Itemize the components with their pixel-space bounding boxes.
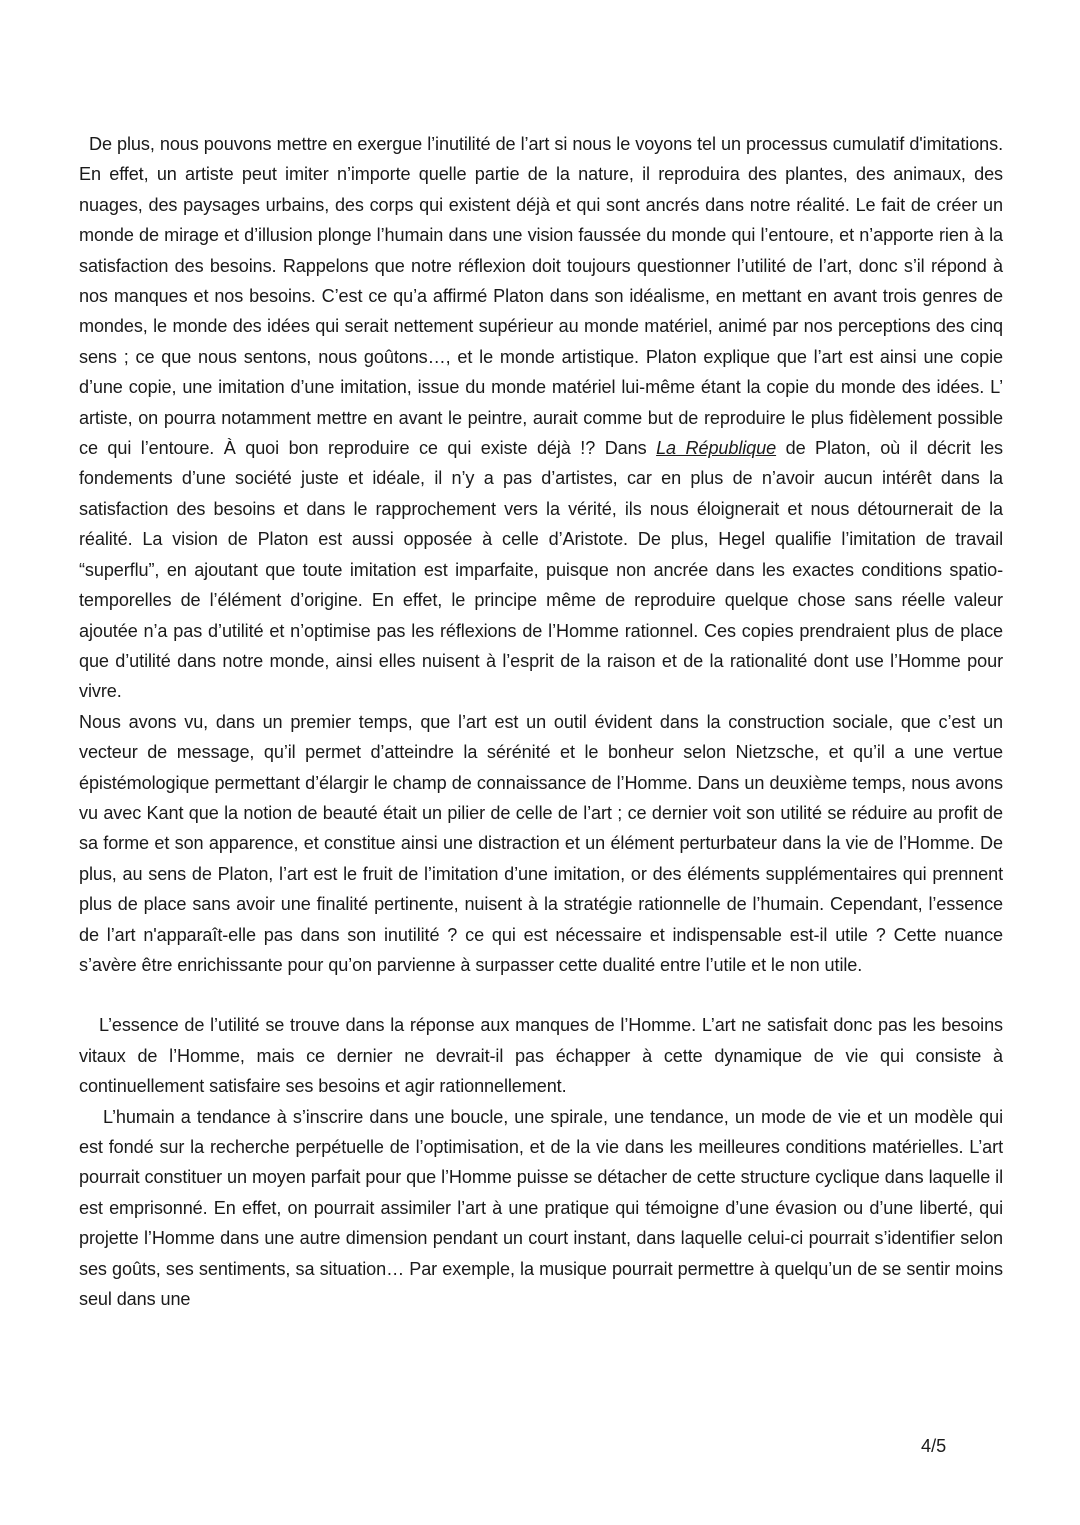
book-title-la-republique: La République xyxy=(656,438,777,459)
paragraph-human-cycle: L’humain a tendance à s’inscrire dans une boucle, une spirale, une tendance, un mode de vie et un modèle qui est fondé sur la recherche perpétuelle de l’optimisation, et de la vie dans les meilleures conditions matérielles. L’art pourrait constituer un moyen parfait pour que l’Homme puisse se détacher de cette structure cyclique dans laquelle il est emprisonné. En effet, on pourrait assimiler l’art à une pratique qui témoigne d’une évasion ou d’une liberté, qui projette l’Homme dans une autre dimension pendant un court instant, dans laquelle celui-ci pourrait s’identifier selon ses goûts, ses sentiments, sa situation… Par exemple, la musique pourrait permettre à quelqu’un de se sentir moins seul dans une xyxy=(79,1106,1003,1310)
paragraph-imitation-text-end: de Platon, où il décrit les fondements d’une société juste et idéale, il n’y a pas d’artistes, car en plus de n’avoir aucun intérêt dans la satisfaction des besoins et dans le rapprochement vers la vérité, ils nous éloignerait et nous détournerait de la réalité. La vision de Platon est aussi opposée à celle d’Aristote. De plus, Hegel qualifie l’imitation de travail “superflu”, en ajoutant que toute imitation est imparfaite, puisque non ancrée dans les exactes conditions spatio-temporelles de l’élément d’origine. En effet, le principe même de reproduire quelque chose sans réelle valeur ajoutée n’a pas d’utilité et n’optimise pas les réflexions de l’Homme rationnel. Ces copies prendraient plus de place que d’utilité dans notre monde, ainsi elles nuisent à l’esprit de la raison et de la rationalité dont use l’Homme pour vivre. xyxy=(79,438,1004,702)
paragraph-imitation-text-start: De plus, nous pouvons mettre en exergue l’inutilité de l’art si nous le voyons tel un processus cumulatif d'imitations. En effet, un artiste peut imiter n’importe quelle partie de la nature, il reproduira des plantes, des animaux, des nuages, des paysages urbains, des corps qui existent déjà et qui sont ancrés dans notre réalité. Le fait de créer un monde de mirage et d’illusion plonge l’humain dans une vision faussée du monde qui l’entoure, et n’apporte rien à la satisfaction des besoins. Rappelons que notre réflexion doit toujours questionner l’utilité de l’art, donc s’il répond à nos manques et nos besoins. C’est ce qu’a affirmé Platon dans son idéalisme, en mettant en avant trois genres de mondes, le monde des idées qui serait nettement supérieur au monde matériel, animé par nos perceptions des cinq sens ; ce que nous sentons, nous goûtons…, et le monde artistique. Platon explique que l’art est ainsi une copie d’une copie, une imitation d’une imitation, issue du monde matériel lui-même étant la copie du monde des idées. L’ artiste, on pourra notamment mettre en avant le peintre, aurait comme but de reproduire le plus fidèlement possible ce qui l’entoure. À quoi bon reproduire ce qui existe déjà !? Dans xyxy=(79,134,1003,459)
paragraph-transition-summary: Nous avons vu, dans un premier temps, que l’art est un outil évident dans la construction sociale, que c’est un vecteur de message, qu’il permet d’atteindre la sérénité et le bonheur selon Nietzsche, et qu’il a une vertue épistémologique permettant d’élargir le champ de connaissance de l’Homme. Dans un deuxième temps, nous avons vu avec Kant que la notion de beauté était un pilier de celle de l’art ; ce dernier voit son utilité se réduire au profit de sa forme et son apparence, et constitue ainsi une distraction et un élément perturbateur dans la vie de l’Homme. De plus, au sens de Platon, l’art est le fruit de l’imitation d’une imitation, or des éléments supplémentaires qui prennent plus de place sans avoir une finalité pertinente, nuisent à la stratégie rationnelle de l’humain. Cependant, l’essence de l’art n'apparaît-elle pas dans son inutilité ? ce qui est nécessaire et indispensable est-il utile ? Cette nuance s’avère être enrichissante pour qu’on parvienne à surpasser cette dualité entre l’utile et le non utile. xyxy=(79,711,1003,975)
paragraph-gap xyxy=(79,980,1003,1010)
document-page xyxy=(79,129,1003,1314)
page-number: 4/5 xyxy=(921,1436,947,1456)
paragraph-essence-utility: L’essence de l’utilité se trouve dans la réponse aux manques de l’Homme. L’art ne satisfait donc pas les besoins vitaux de l’Homme, mais ce dernier ne devrait-il pas échapper à cette dynamique de vie qui consiste à continuellement satisfaire ses besoins et agir rationnellement. xyxy=(79,1015,1003,1097)
paragraph-imitation xyxy=(79,129,1003,707)
